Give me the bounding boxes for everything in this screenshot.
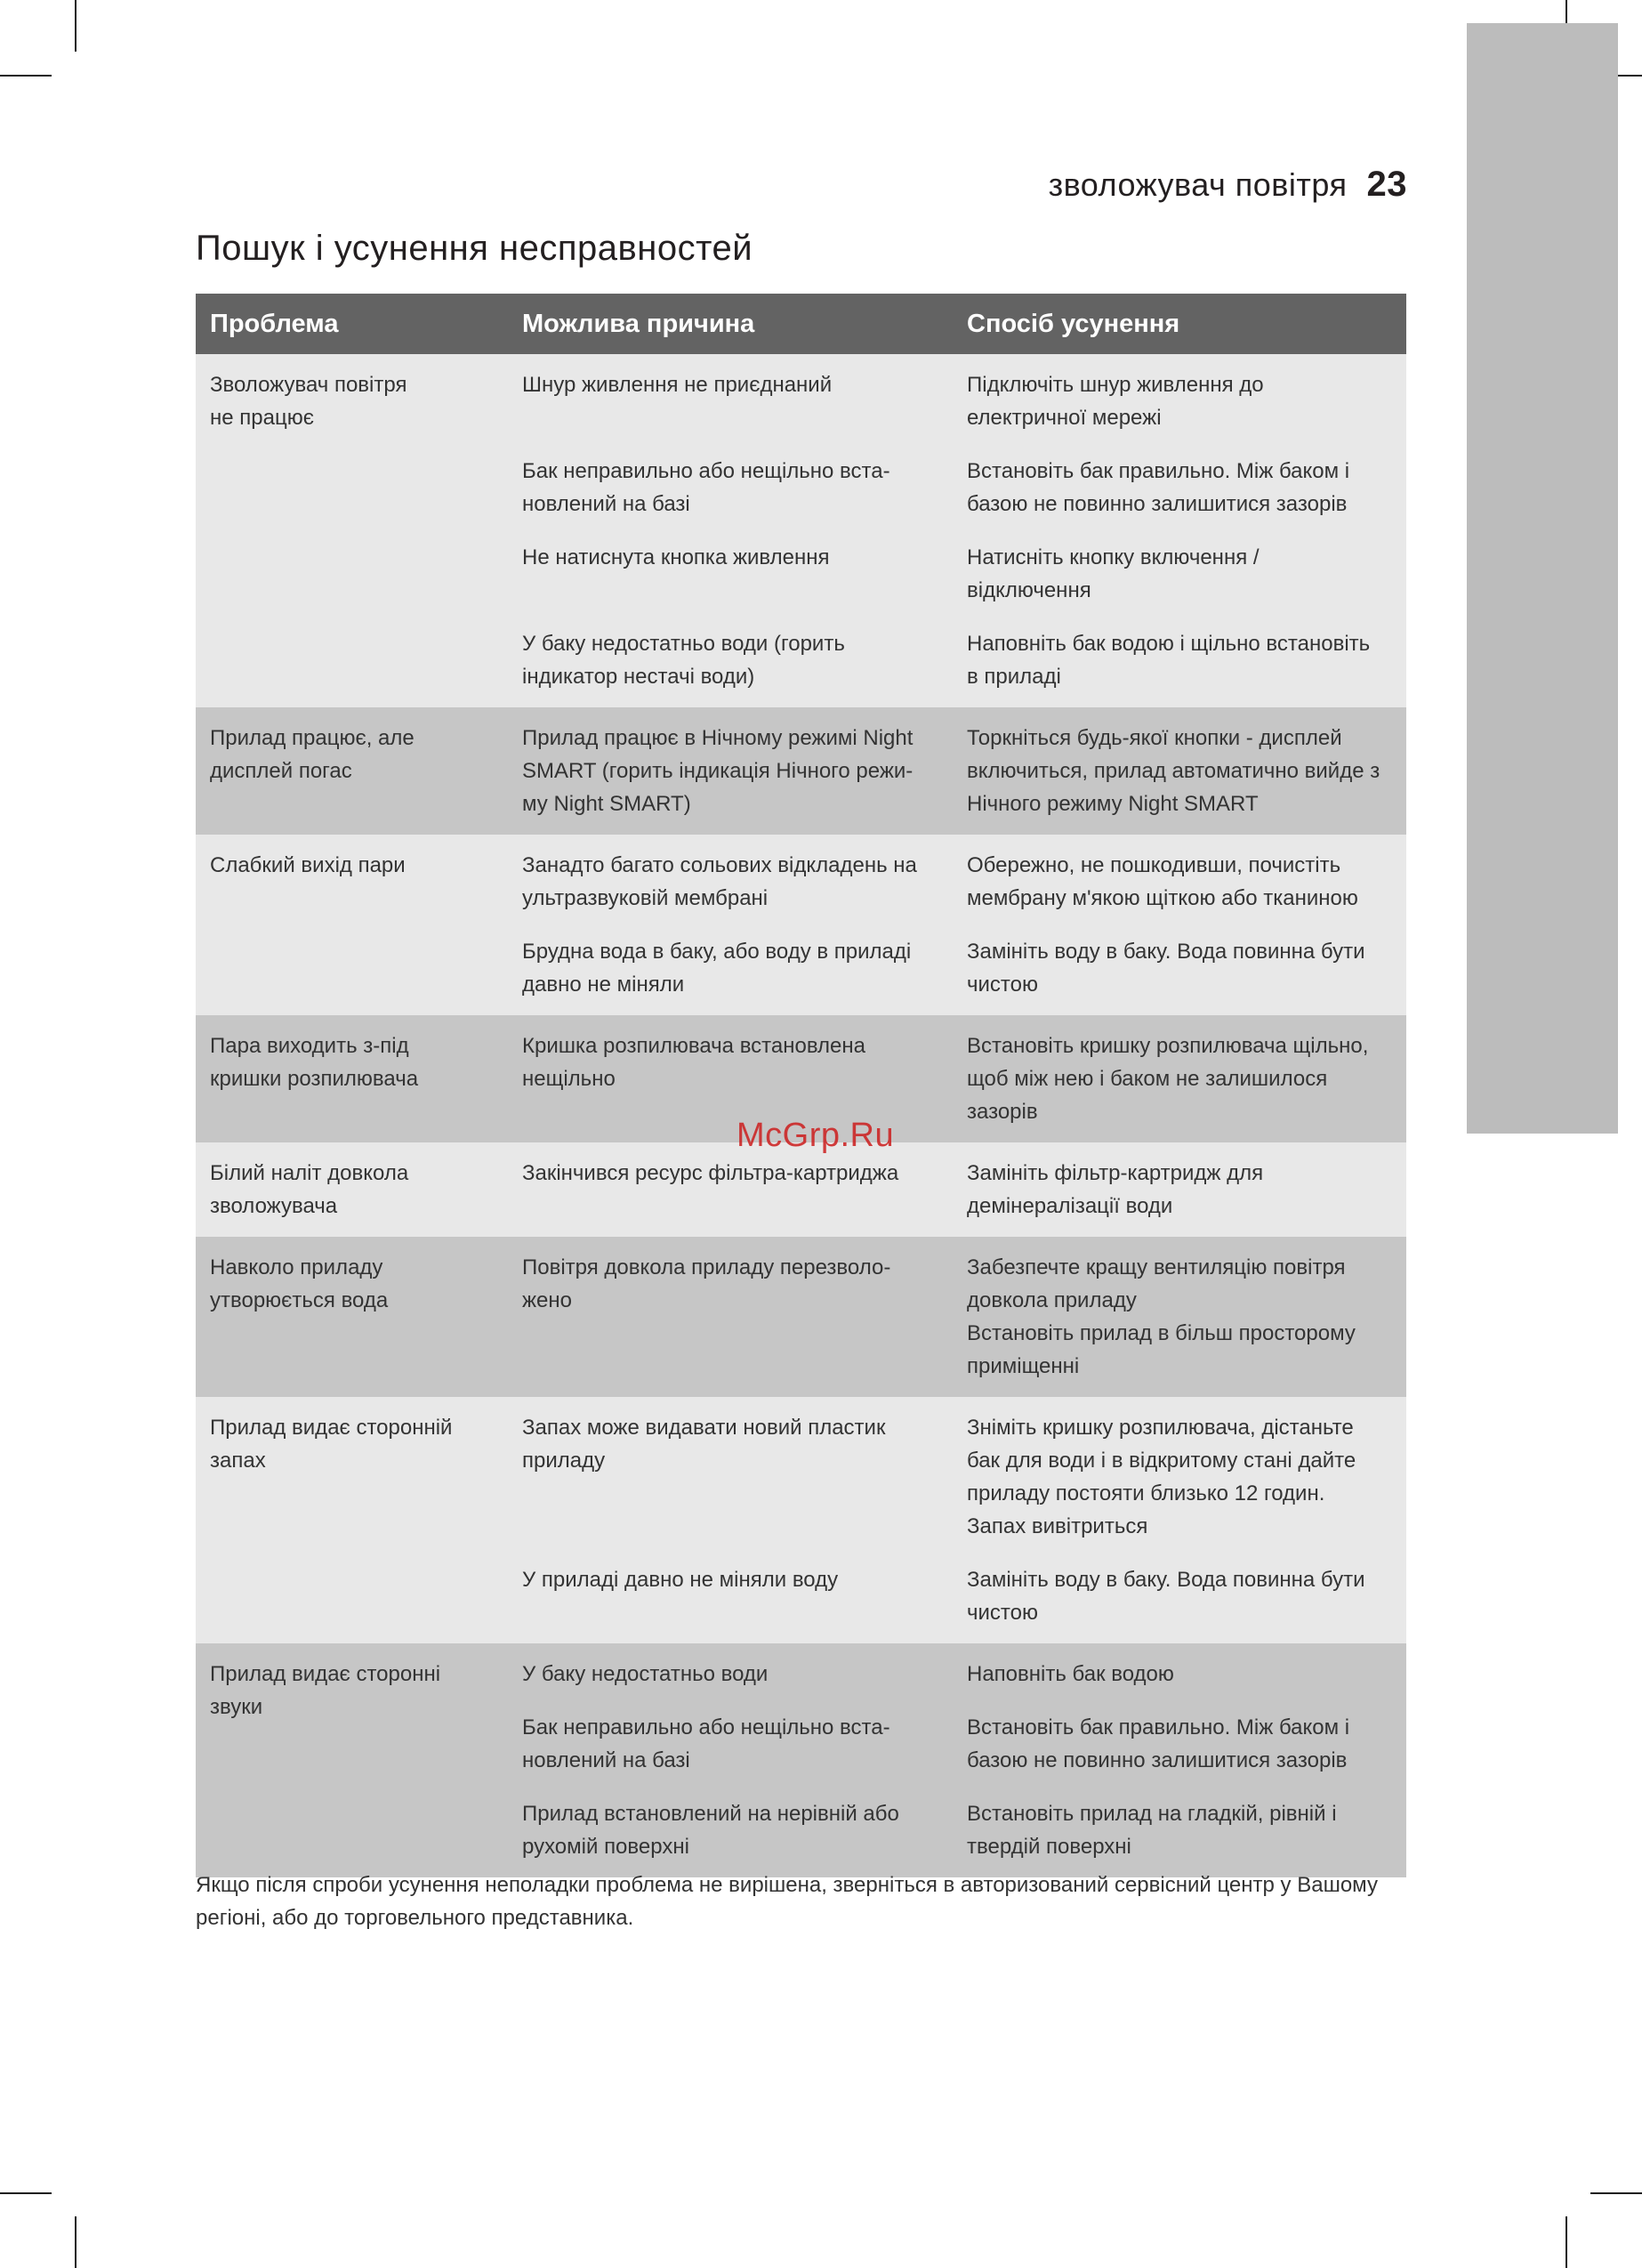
- watermark: McGrp.Ru: [736, 1117, 895, 1154]
- cause-text: давно не міняли: [522, 973, 685, 997]
- solution-text: приладу постояти близько 12 годин.: [967, 1481, 1325, 1505]
- cause-text: Бак неправильно або нещільно вста-: [522, 459, 890, 483]
- footer-note-line: Якщо після спроби усунення неполадки проблема не вирішена, зверніться в авторизований сервісний центр у: [196, 1873, 1292, 1897]
- header-problem: Проблема: [196, 294, 508, 354]
- crop-mark: [1590, 2192, 1642, 2194]
- problem-text: не працює: [210, 406, 314, 430]
- cause-text: ультразвуковій мембрані: [522, 886, 769, 910]
- solution-cell: [953, 1397, 1406, 1563]
- solution-text: мембрану м'якою щіткою або тканиною: [967, 886, 1358, 910]
- section-title: Пошук і усунення несправностей: [196, 229, 753, 268]
- solution-text: Торкніться будь-якої кнопки - дисплей: [967, 726, 1342, 750]
- page-number: 23: [1366, 165, 1407, 204]
- solution-cell: [953, 1711, 1406, 1797]
- solution-cell: [953, 627, 1406, 707]
- solution-cell: [953, 1563, 1406, 1643]
- problem-text: Прилад видає сторонні: [210, 1662, 441, 1686]
- solution-text: відключення: [967, 578, 1091, 602]
- solution-cell: [953, 1142, 1406, 1237]
- table-row: [196, 1643, 1406, 1711]
- solution-text: Зніміть кришку розпилювача, дістаньте: [967, 1416, 1354, 1440]
- problem-text: утворюється вода: [210, 1288, 389, 1312]
- problem-text: зволожувача: [210, 1194, 338, 1218]
- cause-cell: [508, 627, 953, 707]
- footer-note: [196, 1868, 1414, 1934]
- troubleshooting-table: [196, 294, 1406, 1877]
- cause-cell: [508, 835, 953, 935]
- problem-cell: [196, 1142, 508, 1237]
- cause-text: Прилад встановлений на нерівній або: [522, 1802, 899, 1826]
- cause-text: Закінчився ресурс фільтра-картриджа: [522, 1161, 899, 1185]
- header-title: зволожувач повітря: [1048, 166, 1348, 203]
- solution-text: Замініть воду в баку. Вода повинна бути: [967, 1568, 1365, 1592]
- cause-text: Запах може видавати новий пластик: [522, 1416, 886, 1440]
- cause-text: Повітря довкола приладу перезволо-: [522, 1255, 891, 1279]
- problem-text: Прилад працює, але: [210, 726, 415, 750]
- cause-text: новлений на базі: [522, 1748, 690, 1772]
- solution-cell: [953, 1015, 1406, 1142]
- solution-text: Встановіть прилад на гладкій, рівній і: [967, 1802, 1337, 1826]
- cause-text: SMART (горить індикація Нічного режи-: [522, 759, 914, 783]
- crop-mark: [75, 2216, 76, 2268]
- problem-text: дисплей погас: [210, 759, 352, 783]
- solution-text: чистою: [967, 973, 1038, 997]
- table-row: [196, 1237, 1406, 1397]
- side-tab: [1467, 23, 1618, 1134]
- solution-cell: [953, 935, 1406, 1015]
- cause-cell: [508, 455, 953, 541]
- problem-cell: [196, 354, 508, 707]
- cause-text: Прилад працює в Нічному режимі Night: [522, 726, 914, 750]
- solution-text: довкола приладу: [967, 1288, 1137, 1312]
- solution-text: Встановіть прилад в більш просторому: [967, 1321, 1356, 1345]
- problem-text: кришки розпилювача: [210, 1067, 419, 1091]
- cause-cell: [508, 1142, 953, 1237]
- cause-text: Брудна вода в баку, або воду в приладі: [522, 940, 912, 964]
- solution-text: Підключіть шнур живлення до: [967, 373, 1264, 397]
- cause-text: індикатор нестачі води): [522, 665, 755, 689]
- cause-cell: [508, 541, 953, 627]
- table-row: [196, 707, 1406, 835]
- cause-cell: [508, 935, 953, 1015]
- solution-text: Встановіть кришку розпилювача щільно,: [967, 1034, 1369, 1058]
- solution-text: в приладі: [967, 665, 1061, 689]
- solution-text: Замініть фільтр-картридж для: [967, 1161, 1264, 1185]
- solution-text: Наповніть бак водою: [967, 1662, 1174, 1686]
- page-header: [1049, 165, 1407, 205]
- solution-text: приміщенні: [967, 1354, 1080, 1378]
- cause-cell: [508, 1563, 953, 1643]
- solution-cell: [953, 1237, 1406, 1397]
- cause-cell: [508, 1643, 953, 1711]
- problem-text: Прилад видає сторонній: [210, 1416, 453, 1440]
- cause-text: У баку недостатньо води (горить: [522, 632, 845, 656]
- crop-mark: [0, 2192, 52, 2194]
- problem-text: Слабкий вихід пари: [210, 853, 406, 877]
- cause-cell: [508, 354, 953, 455]
- header-cause: Можлива причина: [508, 294, 953, 354]
- footer-note-line: Вашому регіоні, або до торговельного представника.: [196, 1873, 1378, 1930]
- solution-cell: [953, 1643, 1406, 1711]
- solution-text: Обережно, не пошкодивши, почистіть: [967, 853, 1341, 877]
- cause-cell: [508, 1237, 953, 1397]
- cause-text: Шнур живлення не приєднаний: [522, 373, 833, 397]
- solution-text: Запах вивітриться: [967, 1514, 1148, 1538]
- solution-cell: [953, 541, 1406, 627]
- solution-text: Натисніть кнопку включення /: [967, 545, 1260, 569]
- solution-text: Нічного режиму Night SMART: [967, 792, 1259, 816]
- cause-text: Не натиснута кнопка живлення: [522, 545, 830, 569]
- table-row: [196, 1397, 1406, 1563]
- solution-cell: [953, 707, 1406, 835]
- cause-cell: [508, 1397, 953, 1563]
- solution-text: твердій поверхні: [967, 1835, 1131, 1859]
- crop-mark: [0, 75, 52, 77]
- table-row: [196, 835, 1406, 935]
- problem-cell: [196, 835, 508, 1015]
- problem-text: Пара виходить з-під: [210, 1034, 409, 1058]
- solution-text: базою не повинно залишитися зазорів: [967, 1748, 1348, 1772]
- solution-text: зазорів: [967, 1100, 1038, 1124]
- cause-text: приладу: [522, 1449, 606, 1473]
- solution-text: щоб між нею і баком не залишилося: [967, 1067, 1328, 1091]
- problem-text: Зволожувач повітря: [210, 373, 407, 397]
- cause-text: новлений на базі: [522, 492, 690, 516]
- solution-text: чистою: [967, 1601, 1038, 1625]
- table-row: [196, 354, 1406, 455]
- solution-text: електричної мережі: [967, 406, 1162, 430]
- cause-text: Кришка розпилювача встановлена: [522, 1034, 865, 1058]
- cause-cell: [508, 1711, 953, 1797]
- solution-text: Наповніть бак водою і щільно встановіть: [967, 632, 1371, 656]
- cause-text: рухомій поверхні: [522, 1835, 689, 1859]
- solution-text: Встановіть бак правильно. Між баком і: [967, 1715, 1350, 1739]
- solution-cell: [953, 354, 1406, 455]
- solution-text: демінералізації води: [967, 1194, 1173, 1218]
- header-solution: Спосіб усунення: [953, 294, 1406, 354]
- table-header-row: [196, 294, 1406, 354]
- problem-cell: [196, 707, 508, 835]
- table-row: [196, 1142, 1406, 1237]
- problem-text: запах: [210, 1449, 266, 1473]
- cause-text: У приладі давно не міняли воду: [522, 1568, 839, 1592]
- solution-cell: [953, 455, 1406, 541]
- problem-cell: [196, 1015, 508, 1142]
- cause-cell: [508, 1797, 953, 1877]
- solution-text: базою не повинно залишитися зазорів: [967, 492, 1348, 516]
- problem-cell: [196, 1237, 508, 1397]
- crop-mark: [75, 0, 76, 52]
- solution-text: Встановіть бак правильно. Між баком і: [967, 459, 1350, 483]
- solution-text: Замініть воду в баку. Вода повинна бути: [967, 940, 1365, 964]
- problem-text: Білий наліт довкола: [210, 1161, 409, 1185]
- cause-text: Бак неправильно або нещільно вста-: [522, 1715, 890, 1739]
- cause-text: У баку недостатньо води: [522, 1662, 769, 1686]
- solution-text: бак для води і в відкритому стані дайте: [967, 1449, 1356, 1473]
- solution-text: Забезпечте кращу вентиляцію повітря: [967, 1255, 1346, 1279]
- cause-text: жено: [522, 1288, 573, 1312]
- solution-cell: [953, 1797, 1406, 1877]
- cause-text: нещільно: [522, 1067, 616, 1091]
- cause-text: Занадто багато сольових відкладень на: [522, 853, 917, 877]
- crop-mark: [1566, 2216, 1567, 2268]
- cause-text: му Night SMART): [522, 792, 691, 816]
- problem-text: звуки: [210, 1695, 263, 1719]
- solution-cell: [953, 835, 1406, 935]
- problem-cell: [196, 1397, 508, 1643]
- cause-cell: [508, 707, 953, 835]
- solution-text: включиться, прилад автоматично вийде з: [967, 759, 1380, 783]
- problem-text: Навколо приладу: [210, 1255, 383, 1279]
- problem-cell: [196, 1643, 508, 1877]
